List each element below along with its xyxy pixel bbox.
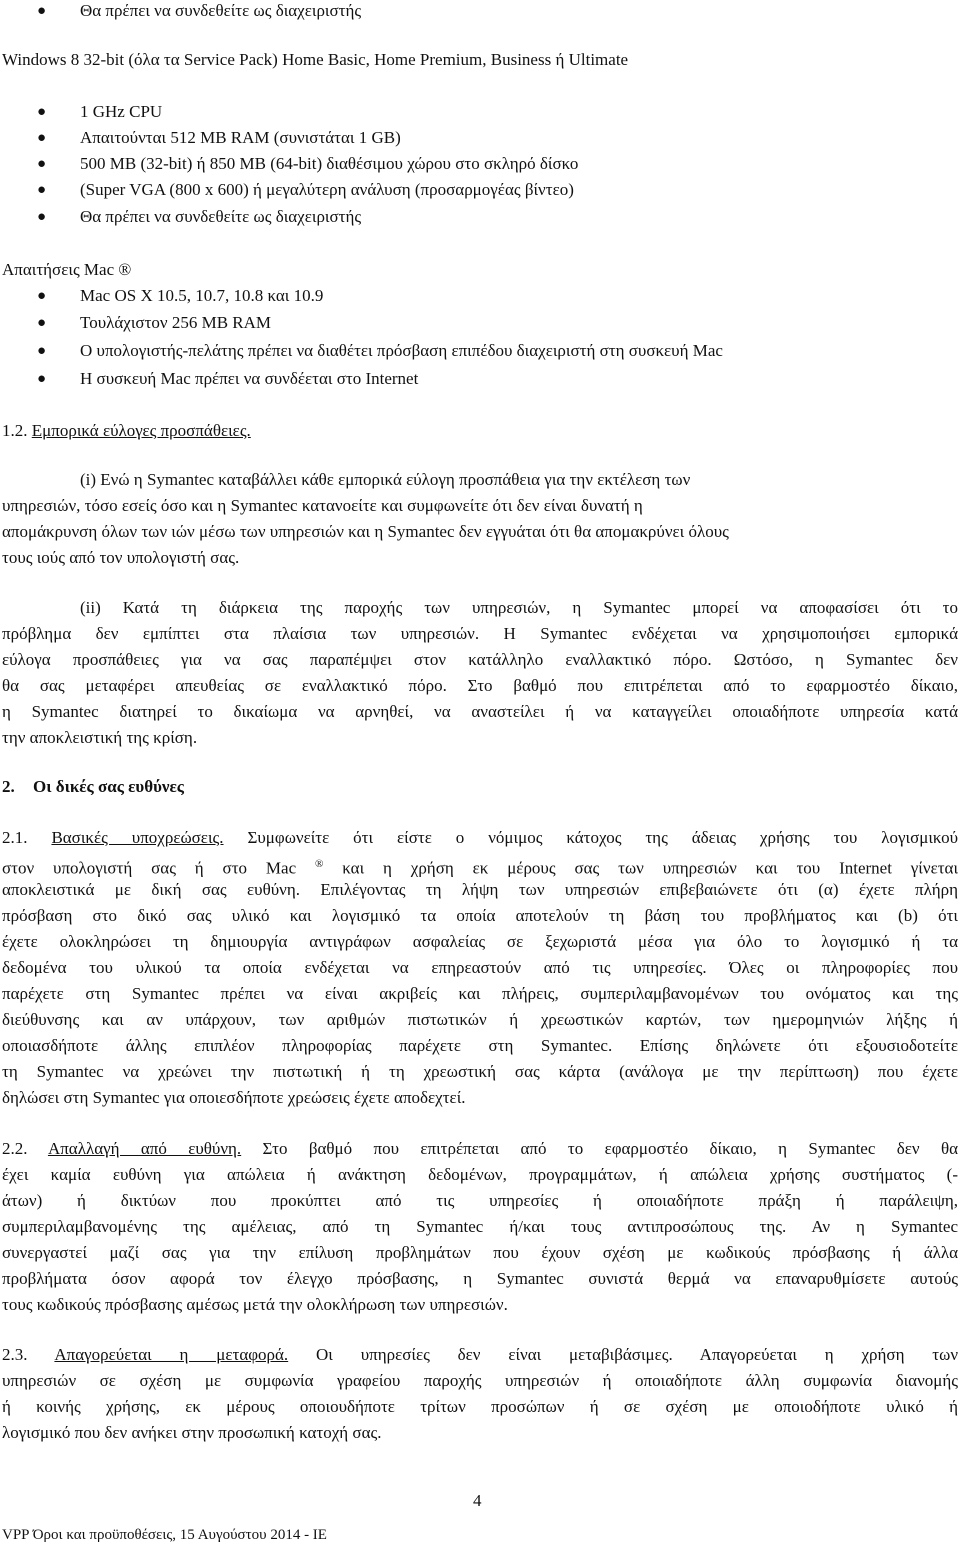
paragraph-text: Οι υπηρεσίες δεν είναι μεταβιβάσιμες. Απαγορεύεται η χρήση των bbox=[316, 1345, 959, 1364]
paragraph-line: η Symantec διατηρεί το δικαίωμα να αρνηθεί, να αναστείλει ή να καταγγείλει οποιαδήποτε υπηρεσία κατά bbox=[2, 702, 958, 721]
section-2-3-first-line bbox=[2, 1344, 958, 1366]
paragraph-line: εύλογα προσπάθειες για να σας παραπέμψει στον κατάλληλο εναλλακτικό πόρο. Ωστόσο, η Symantec δεν bbox=[2, 650, 958, 669]
bullet-dot: ● bbox=[37, 209, 47, 225]
section-2-heading bbox=[2, 776, 184, 798]
section-number: 2.3. bbox=[2, 1345, 28, 1364]
paragraph-text: στον υπολογιστή σας ή στο Mac bbox=[2, 858, 297, 878]
mac-heading bbox=[2, 259, 131, 281]
list-item: (Super VGA (800 x 600) ή μεγαλύτερη ανάλυση (προσαρμογέας βίντεο) bbox=[80, 180, 574, 199]
section-title: Απαγορεύεται η μεταφορά. bbox=[54, 1345, 289, 1364]
section-number: 2.1. bbox=[2, 828, 28, 847]
paragraph-text: και η χρήση εκ μέρους σας των υπηρεσιών και του Internet γίνεται bbox=[342, 858, 959, 878]
paragraph-line: παρέχετε στη Symantec πρέπει να είναι ακριβείς και πλήρεις, συμπεριλαμβανομένων του ονόματος και της bbox=[2, 984, 958, 1003]
bullet-dot: ● bbox=[37, 104, 47, 120]
list-item: Θα πρέπει να συνδεθείτε ως διαχειριστής bbox=[80, 207, 362, 226]
paragraph-text: Στο βαθμό που επιτρέπεται από το εφαρμοστέο δίκαιο, η Symantec δεν θα bbox=[262, 1139, 959, 1158]
section-number: 2. bbox=[2, 777, 15, 796]
paragraph-line: λογισμικό που δεν ανήκει στην προσωπική κατοχή σας. bbox=[2, 1423, 382, 1442]
paragraph-line: την αποκλειστική της κρίση. bbox=[2, 728, 198, 747]
section-number: 2.2. bbox=[2, 1139, 28, 1158]
section-2-1-first-line bbox=[2, 827, 958, 849]
paragraph-line: διεύθυνσης και αν υπάρχουν, των αριθμών πιστωτικών ή χρεωστικών καρτών, των ημερομηνιών λήξης ή bbox=[2, 1010, 958, 1029]
paragraph-line: αποκλειστικά με δική σας ευθύνη. Επιλέγοντας τη λήψη των υπηρεσιών επιβεβαιώνετε ότι (α) έχετε πλήρη bbox=[2, 880, 958, 899]
paragraph-line: (ii) Κατά τη διάρκεια της παροχής των υπηρεσιών, η Symantec μπορεί να αποφασίσει ότι το bbox=[80, 598, 958, 617]
section-title: Βασικές υποχρεώσεις. bbox=[51, 828, 224, 847]
bullet-dot: ● bbox=[37, 288, 47, 304]
bullet-dot: ● bbox=[37, 315, 47, 331]
list-item: Τουλάχιστον 256 MB RAM bbox=[80, 313, 272, 332]
bullet-dot: ● bbox=[37, 343, 47, 359]
list-item: Απαιτούνται 512 MB RAM (συνιστάται 1 GB) bbox=[80, 128, 401, 147]
paragraph-line: (i) Ενώ η Symantec καταβάλλει κάθε εμπορικά εύλογη προσπάθεια για την εκτέλεση των bbox=[80, 470, 691, 489]
bullet-dot: ● bbox=[37, 3, 47, 19]
footer-text: VPP Όροι και προϋποθέσεις, 15 Αυγούστου 2014 - IE bbox=[2, 1527, 327, 1543]
paragraph-line: απομάκρυνση όλων των ιών μέσω των υπηρεσιών και η Symantec δεν εγγυάται ότι θα απομακρύνει όλους bbox=[2, 522, 729, 541]
paragraph-line: συμπεριλαμβανομένης της αμέλειας, από τη Symantec ή/και τους αντιπροσώπους της. Αν η Symantec bbox=[2, 1217, 958, 1236]
list-item: Η συσκευή Mac πρέπει να συνδέεται στο Internet bbox=[80, 369, 419, 388]
paragraph-line: πρόβλημα δεν εμπίπτει στα πλαίσια των υπηρεσιών. Η Symantec ενδέχεται να χρησιμοποιήσει εμπορικά bbox=[2, 624, 958, 643]
paragraph-line: θα σας μεταφέρει απευθείας σε εναλλακτικό πόρο. Στο βαθμό που επιτρέπεται από το εφαρμοστέο δίκαιο, bbox=[2, 676, 958, 695]
mac-heading-text: Απαιτήσεις Mac bbox=[2, 260, 115, 279]
registered-symbol: ® bbox=[118, 260, 132, 279]
section-1-2-heading bbox=[2, 420, 251, 442]
paragraph-line: έχετε ολοκληρώσει τη δημιουργία αντιγράφων ασφαλείας σε ξεχωριστά μέσα για όλο το λογισμικό ή τα bbox=[2, 932, 958, 951]
paragraph-line: δηλώσει στη Symantec για οποιεσδήποτε χρεώσεις έχετε αποδεχτεί. bbox=[2, 1088, 466, 1107]
section-number: 1.2. bbox=[2, 421, 28, 440]
paragraph-line: συνεργαστεί μαζί σας για την επίλυση προβλημάτων που έχουν σχέση με κωδικούς πρόσβασης ή άλλα bbox=[2, 1243, 958, 1262]
paragraph-text: Συμφωνείτε ότι είστε ο νόμιμος κάτοχος της άδειας χρήσης του λογισμικού bbox=[247, 828, 959, 847]
paragraph-line: τους ιούς από τον υπολογιστή σας. bbox=[2, 548, 240, 567]
list-item: Mac OS X 10.5, 10.7, 10.8 και 10.9 bbox=[80, 286, 324, 305]
list-item: Ο υπολογιστής-πελάτης πρέπει να διαθέτει πρόσβαση επιπέδου διαχειριστή στη συσκευή Mac bbox=[80, 341, 723, 360]
paragraph-line: δεδομένα του υλικού τα οποία ενδέχεται να επηρεαστούν από τις υπηρεσίες. Όλες οι πληροφορίες που bbox=[2, 958, 958, 977]
page-number: 4 bbox=[473, 1491, 482, 1510]
bullet-dot: ● bbox=[37, 130, 47, 146]
paragraph-line: προβλήματα όσον αφορά τον έλεγχο πρόσβασης, η Symantec συνιστά θερμά να επαναρυθμίσετε αυτούς bbox=[2, 1269, 958, 1288]
paragraph-line: υπηρεσιών σε σχέση με συμφωνία γραφείου παροχής υπηρεσιών ή οποιαδήποτε άλλη συμφωνία διανομής bbox=[2, 1371, 958, 1390]
paragraph-line: οποιασδήποτε άλλης επιπλέον πληροφορίας παρέχετε στη Symantec. Επίσης δηλώνετε ότι εξουσιοδοτείτε bbox=[2, 1036, 958, 1055]
paragraph-line: άτων) ή δικτύων που προκύπτει από τις υπηρεσίες ή οποιαδήποτε πράξη ή παράλειψη, bbox=[2, 1191, 958, 1210]
paragraph-line bbox=[2, 853, 958, 880]
section-title: Εμπορικά εύλογες προσπάθειες. bbox=[31, 421, 251, 440]
bullet-dot: ● bbox=[37, 371, 47, 387]
section-title: Απαλλαγή από ευθύνη. bbox=[47, 1139, 242, 1158]
paragraph-line: ή κοινής χρήσης, εκ μέρους οποιουδήποτε τρίτων προσώπων ή σε σχέση με οποιοδήποτε υλικό ή bbox=[2, 1397, 958, 1416]
section-title: Οι δικές σας ευθύνες bbox=[33, 777, 184, 796]
paragraph-line: υπηρεσιών, τόσο εσείς όσο και η Symantec κατανοείτε και συμφωνείτε ότι δεν είναι δυνατή η bbox=[2, 496, 643, 515]
bullet-dot: ● bbox=[37, 182, 47, 198]
bullet-dot: ● bbox=[37, 156, 47, 172]
paragraph-line: έχει καμία ευθύνη για απώλεια ή ανάκτηση δεδομένων, προγραμμάτων, ή απώλεια χρήσης συστήματος (- bbox=[2, 1165, 958, 1184]
list-item: Θα πρέπει να συνδεθείτε ως διαχειριστής bbox=[80, 1, 362, 20]
paragraph-line: τους κωδικούς πρόσβασης αμέσως μετά την ολοκλήρωση των υπηρεσιών. bbox=[2, 1295, 508, 1314]
list-item: 1 GHz CPU bbox=[80, 102, 163, 121]
paragraph-line: πρόσβαση στο δικό σας υλικό και λογισμικό τα οποία αποτελούν τη βάση του προβλήματος και (b) ότι bbox=[2, 906, 958, 925]
paragraph-line: τη Symantec να χρεώνει την πιστωτική ή τη χρεωστική σας κάρτα (ανάλογα με την περίπτωση) που έχετε bbox=[2, 1062, 958, 1081]
list-item: 500 MB (32-bit) ή 850 MB (64-bit) διαθέσιμου χώρου στο σκληρό δίσκο bbox=[80, 154, 579, 173]
windows8-heading: Windows 8 32-bit (όλα τα Service Pack) Home Basic, Home Premium, Business ή Ultimate bbox=[2, 50, 629, 69]
registered-symbol: ® bbox=[315, 858, 324, 870]
section-2-2-first-line bbox=[2, 1138, 958, 1160]
